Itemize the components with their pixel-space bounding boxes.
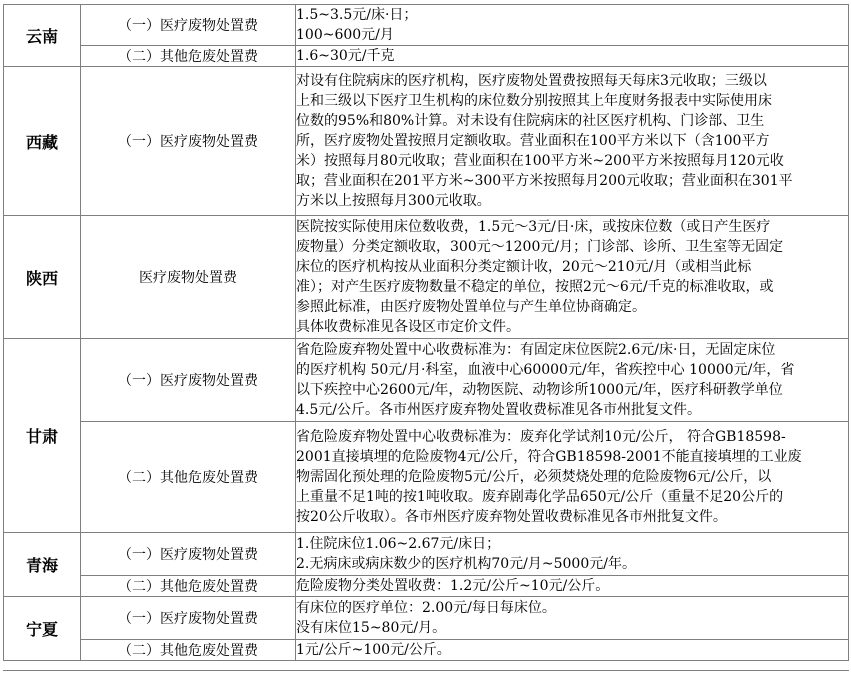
description-line: 以下疾控中心2600元/年，动物医院、动物诊所1000元/年，医疗科研教学单位 — [296, 382, 783, 398]
description-cell — [296, 533, 849, 576]
description-line: 位数的95%和80%计算。对未设有住院病床的社区医疗机构、门诊部、卫生 — [296, 113, 765, 129]
description-line: 上重量不足1吨的按1吨收取。废弃剧毒化学品650元/公斤（重量不足20公斤的 — [296, 489, 784, 505]
table-row — [4, 46, 849, 67]
description-line: 米）按照每月80元收取；营业面积在100平方米~200平方米按照每月120元收 — [296, 153, 784, 169]
description-line: 物需固化预处理的危险废物5元/公斤，必须焚烧处理的危险废物6元/公斤，以 — [296, 469, 772, 485]
description-line: 1元/公斤~100元/公斤。 — [296, 642, 451, 658]
table-row — [4, 422, 849, 533]
description-line: 危险废物分类处置收费：1.2元/公斤~10元/公斤。 — [296, 578, 610, 594]
item-cell: （一）医疗废物处置费 — [81, 67, 296, 216]
description-cell — [296, 216, 849, 339]
description-line: 废物量）分类定额收取，300元～1200元/月；门诊部、诊所、卫生室等无固定 — [296, 239, 784, 255]
description-line: 有床位的医疗单位：2.00元/每日每床位。 — [296, 600, 556, 616]
description-line: 医院按实际使用床位数收费，1.5元～3元/日·床，或按床位数（或日产生医疗 — [296, 219, 771, 235]
description-cell — [296, 640, 849, 661]
description-cell — [296, 5, 849, 46]
fee-table — [3, 4, 849, 661]
description-line: 方米以上按照每月300元收取。 — [296, 193, 491, 209]
description-line: 4.5元/公斤。各市州医疗废弃物处置收费标准见各市州批复文件。 — [296, 402, 701, 418]
description-line: 上和三级以下医疗卫生机构的床位数分别按照其上年度财务报表中实际使用床 — [296, 93, 772, 109]
description-line: 准）；对产生医疗废物数量不稳定的单位，按照2元～6元/千克的标准收取，或 — [296, 279, 774, 295]
table-row — [4, 597, 849, 640]
table-row — [4, 640, 849, 661]
description-line: 对设有住院病床的医疗机构，医疗废物处置费按照每天每床3元收取；三级以 — [296, 73, 767, 89]
description-line: 省危险废弃物处置中心收费标准为：有固定床位医院2.6元/床·日，无固定床位 — [296, 342, 776, 358]
description-line: 参照此标准，由医疗废物处置单位与产生单位协商确定。 — [296, 299, 646, 315]
table-row — [4, 67, 849, 216]
description-line: 所，医疗废物处置按照月定额收取。营业面积在100平方米以下（含100平方 — [296, 133, 770, 149]
item-cell: （二）其他危废处置费 — [81, 422, 296, 533]
province-cell: 甘肃 — [4, 339, 81, 533]
table-row — [4, 339, 849, 422]
table-continuation-border — [3, 670, 849, 671]
description-line: 1.5~3.5元/床·日； — [296, 7, 418, 23]
item-cell: （二）其他危废处置费 — [81, 576, 296, 597]
item-cell: （一）医疗废物处置费 — [81, 339, 296, 422]
province-cell: 云南 — [4, 5, 81, 67]
description-line: 省危险废弃物处置中心收费标准为：废弃化学试剂10元/公斤， 符合GB18598- — [296, 429, 786, 445]
description-line: 床位的医疗机构按从业面积分类定额计收，20元～210元/月（或相当此标 — [296, 259, 752, 275]
province-cell: 陕西 — [4, 216, 81, 339]
item-cell: （二）其他危废处置费 — [81, 640, 296, 661]
description-cell — [296, 422, 849, 533]
description-cell — [296, 67, 849, 216]
description-line: 2.无病床或病床数少的医疗机构70元/月~5000元/年。 — [296, 556, 636, 572]
item-cell: （二）其他危废处置费 — [81, 46, 296, 67]
description-line: 按20公斤收取）。各市州医疗废弃物处置收费标准见各市州批复文件。 — [296, 509, 727, 525]
description-line: 没有床位15~80元/月。 — [296, 620, 447, 636]
province-cell: 青海 — [4, 533, 81, 597]
item-cell: 医疗废物处置费 — [81, 216, 296, 339]
table-row — [4, 5, 849, 46]
description-line: 取；营业面积在201平方米~300平方米按照每月200元收取；营业面积在301平 — [296, 173, 793, 189]
description-line: 100~600元/月 — [296, 27, 394, 43]
table-row — [4, 576, 849, 597]
description-line: 1.住院床位1.06~2.67元/床日； — [296, 536, 501, 552]
description-cell — [296, 597, 849, 640]
province-cell: 宁夏 — [4, 597, 81, 661]
description-cell — [296, 576, 849, 597]
description-line: 1.6~30元/千克 — [296, 48, 395, 64]
description-line: 具体收费标准见各设区市定价文件。 — [296, 319, 520, 335]
description-line: 的医疗机构 50元/月·科室，血液中心60000元/年，省疾控中心 10000元/年，省 — [296, 362, 795, 378]
table-row — [4, 216, 849, 339]
description-cell — [296, 339, 849, 422]
item-cell: （一）医疗废物处置费 — [81, 533, 296, 576]
item-cell: （一）医疗废物处置费 — [81, 597, 296, 640]
description-cell — [296, 46, 849, 67]
table-row — [4, 533, 849, 576]
description-line: 2001直接填埋的危险废物4元/公斤，符合GB18598-2001不能直接填埋的工业废 — [296, 449, 802, 465]
item-cell: （一）医疗废物处置费 — [81, 5, 296, 46]
province-cell: 西藏 — [4, 67, 81, 216]
